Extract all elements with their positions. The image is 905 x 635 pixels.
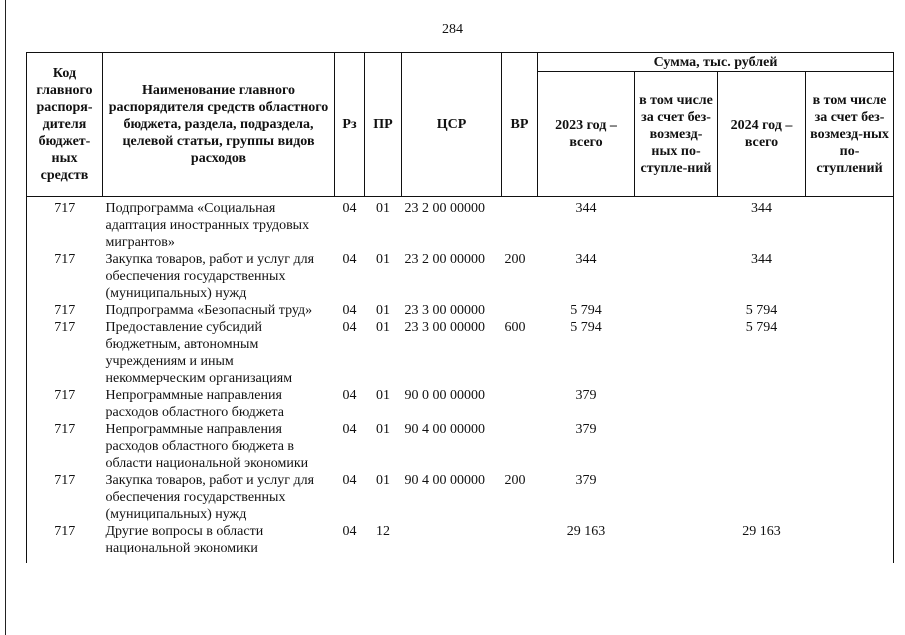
cell-sum-2024: 5 794 [745,320,778,335]
header-rz: Рз [335,53,365,197]
cell-name: Подпрограмма «Безопасный труд» [105,303,313,318]
cell-pr: 01 [376,201,390,216]
cell-name: Предоставление субсидий бюджетным, автономным учреждениям и иным некоммерческим организациям [105,320,293,386]
cell-pr: 12 [376,524,390,539]
header-sum-group: Сумма, тыс. рублей [538,53,894,72]
table-row [27,387,894,421]
cell-sum-2023: 29 163 [566,524,606,539]
cell-vr: 200 [504,252,526,267]
header-sum-2023: 2023 год – всего [538,72,635,197]
header-pr: ПР [365,53,402,197]
cell-rz: 04 [342,473,357,488]
cell-sum-2023: 5 794 [570,320,602,335]
cell-sum-2024: 344 [751,201,772,216]
cell-pr: 01 [376,388,390,403]
cell-code: 717 [27,319,103,387]
cell-csr: 23 2 00 00000 [404,201,485,216]
cell-vr [502,523,538,563]
cell-csr: 23 3 00 00000 [404,320,485,335]
cell-csr [402,523,502,563]
cell-code: 717 [27,387,103,421]
cell-csr: 23 3 00 00000 [404,303,485,318]
cell-name: Непрограммные направления расходов областного бюджета [105,388,284,420]
header-vr: ВР [502,53,538,197]
cell-sum-2024: 344 [751,252,772,267]
cell-sum-2024-free [806,319,894,387]
cell-sum-2023-free [635,251,718,302]
cell-code: 717 [27,302,103,319]
cell-sum-2024 [718,472,806,523]
cell-sum-2024: 29 163 [742,524,781,539]
cell-vr: 600 [504,320,526,335]
page-left-edge [5,0,6,635]
table-row [27,523,894,563]
cell-csr: 23 2 00 00000 [404,252,485,267]
header-sum-2024: 2024 год – всего [718,72,806,197]
cell-code: 717 [27,197,103,252]
cell-rz: 04 [342,388,357,403]
cell-rz: 04 [342,422,357,437]
cell-pr: 01 [376,303,390,318]
page-number: 284 [442,22,463,37]
cell-pr: 01 [376,320,390,335]
header-sum-2023-free: в том числе за счет без-возмезд-ных по-ступле-ний [635,72,718,197]
cell-sum-2023: 344 [575,201,597,216]
cell-sum-2023: 379 [575,388,597,403]
table-row [27,421,894,472]
cell-sum-2024-free [806,197,894,252]
cell-sum-2024-free [806,523,894,563]
budget-table [26,52,894,563]
table-row [27,302,894,319]
cell-sum-2024 [718,421,806,472]
table-row [27,197,894,252]
cell-code: 717 [27,472,103,523]
cell-rz: 04 [342,201,357,216]
cell-sum-2023-free [635,523,718,563]
cell-sum-2023-free [635,472,718,523]
cell-sum-2024-free [806,472,894,523]
cell-sum-2023-free [635,421,718,472]
table-row [27,472,894,523]
table-row [27,319,894,387]
cell-sum-2024-free [806,302,894,319]
cell-vr [502,387,538,421]
cell-rz: 04 [342,252,357,267]
cell-vr [502,302,538,319]
cell-rz: 04 [342,303,357,318]
cell-name: Другие вопросы в области национальной экономики [105,524,264,556]
cell-pr: 01 [376,473,390,488]
header-code: Код главного распоря-дителя бюджет-ных средств [27,53,103,197]
cell-csr: 90 4 00 00000 [404,473,485,488]
cell-csr: 90 0 00 00000 [404,388,485,403]
cell-sum-2023-free [635,302,718,319]
cell-code: 717 [27,523,103,563]
cell-vr: 200 [504,473,526,488]
table-row [27,251,894,302]
header-name: Наименование главного распорядителя средств областного бюджета, раздела, подраздела, целевой статьи, группы видов расходов [103,53,335,197]
header-sum-2024-free: в том числе за счет без-возмезд-ных по-ступлений [806,72,894,197]
cell-code: 717 [27,251,103,302]
cell-name: Закупка товаров, работ и услуг для обеспечения государственных (муниципальных) нужд [105,252,315,301]
cell-csr: 90 4 00 00000 [404,422,485,437]
cell-sum-2024-free [806,421,894,472]
cell-pr: 01 [376,422,390,437]
cell-code: 717 [27,421,103,472]
cell-rz: 04 [342,320,357,335]
cell-sum-2023-free [635,387,718,421]
cell-sum-2024 [718,387,806,421]
header-csr: ЦСР [402,53,502,197]
cell-pr: 01 [376,252,390,267]
cell-sum-2023: 5 794 [570,303,602,318]
cell-name: Непрограммные направления расходов областного бюджета в области национальной экономики [105,422,309,471]
cell-name: Подпрограмма «Социальная адаптация иностранных трудовых мигрантов» [105,201,310,250]
cell-vr [502,197,538,252]
cell-name: Закупка товаров, работ и услуг для обеспечения государственных (муниципальных) нужд [105,473,315,522]
cell-sum-2024: 5 794 [745,303,778,318]
cell-sum-2023: 379 [575,473,597,488]
cell-sum-2023-free [635,319,718,387]
cell-sum-2023-free [635,197,718,252]
cell-rz: 04 [342,524,357,539]
cell-sum-2023: 344 [575,252,597,267]
cell-vr [502,421,538,472]
cell-sum-2023: 379 [575,422,597,437]
cell-sum-2024-free [806,387,894,421]
cell-sum-2024-free [806,251,894,302]
